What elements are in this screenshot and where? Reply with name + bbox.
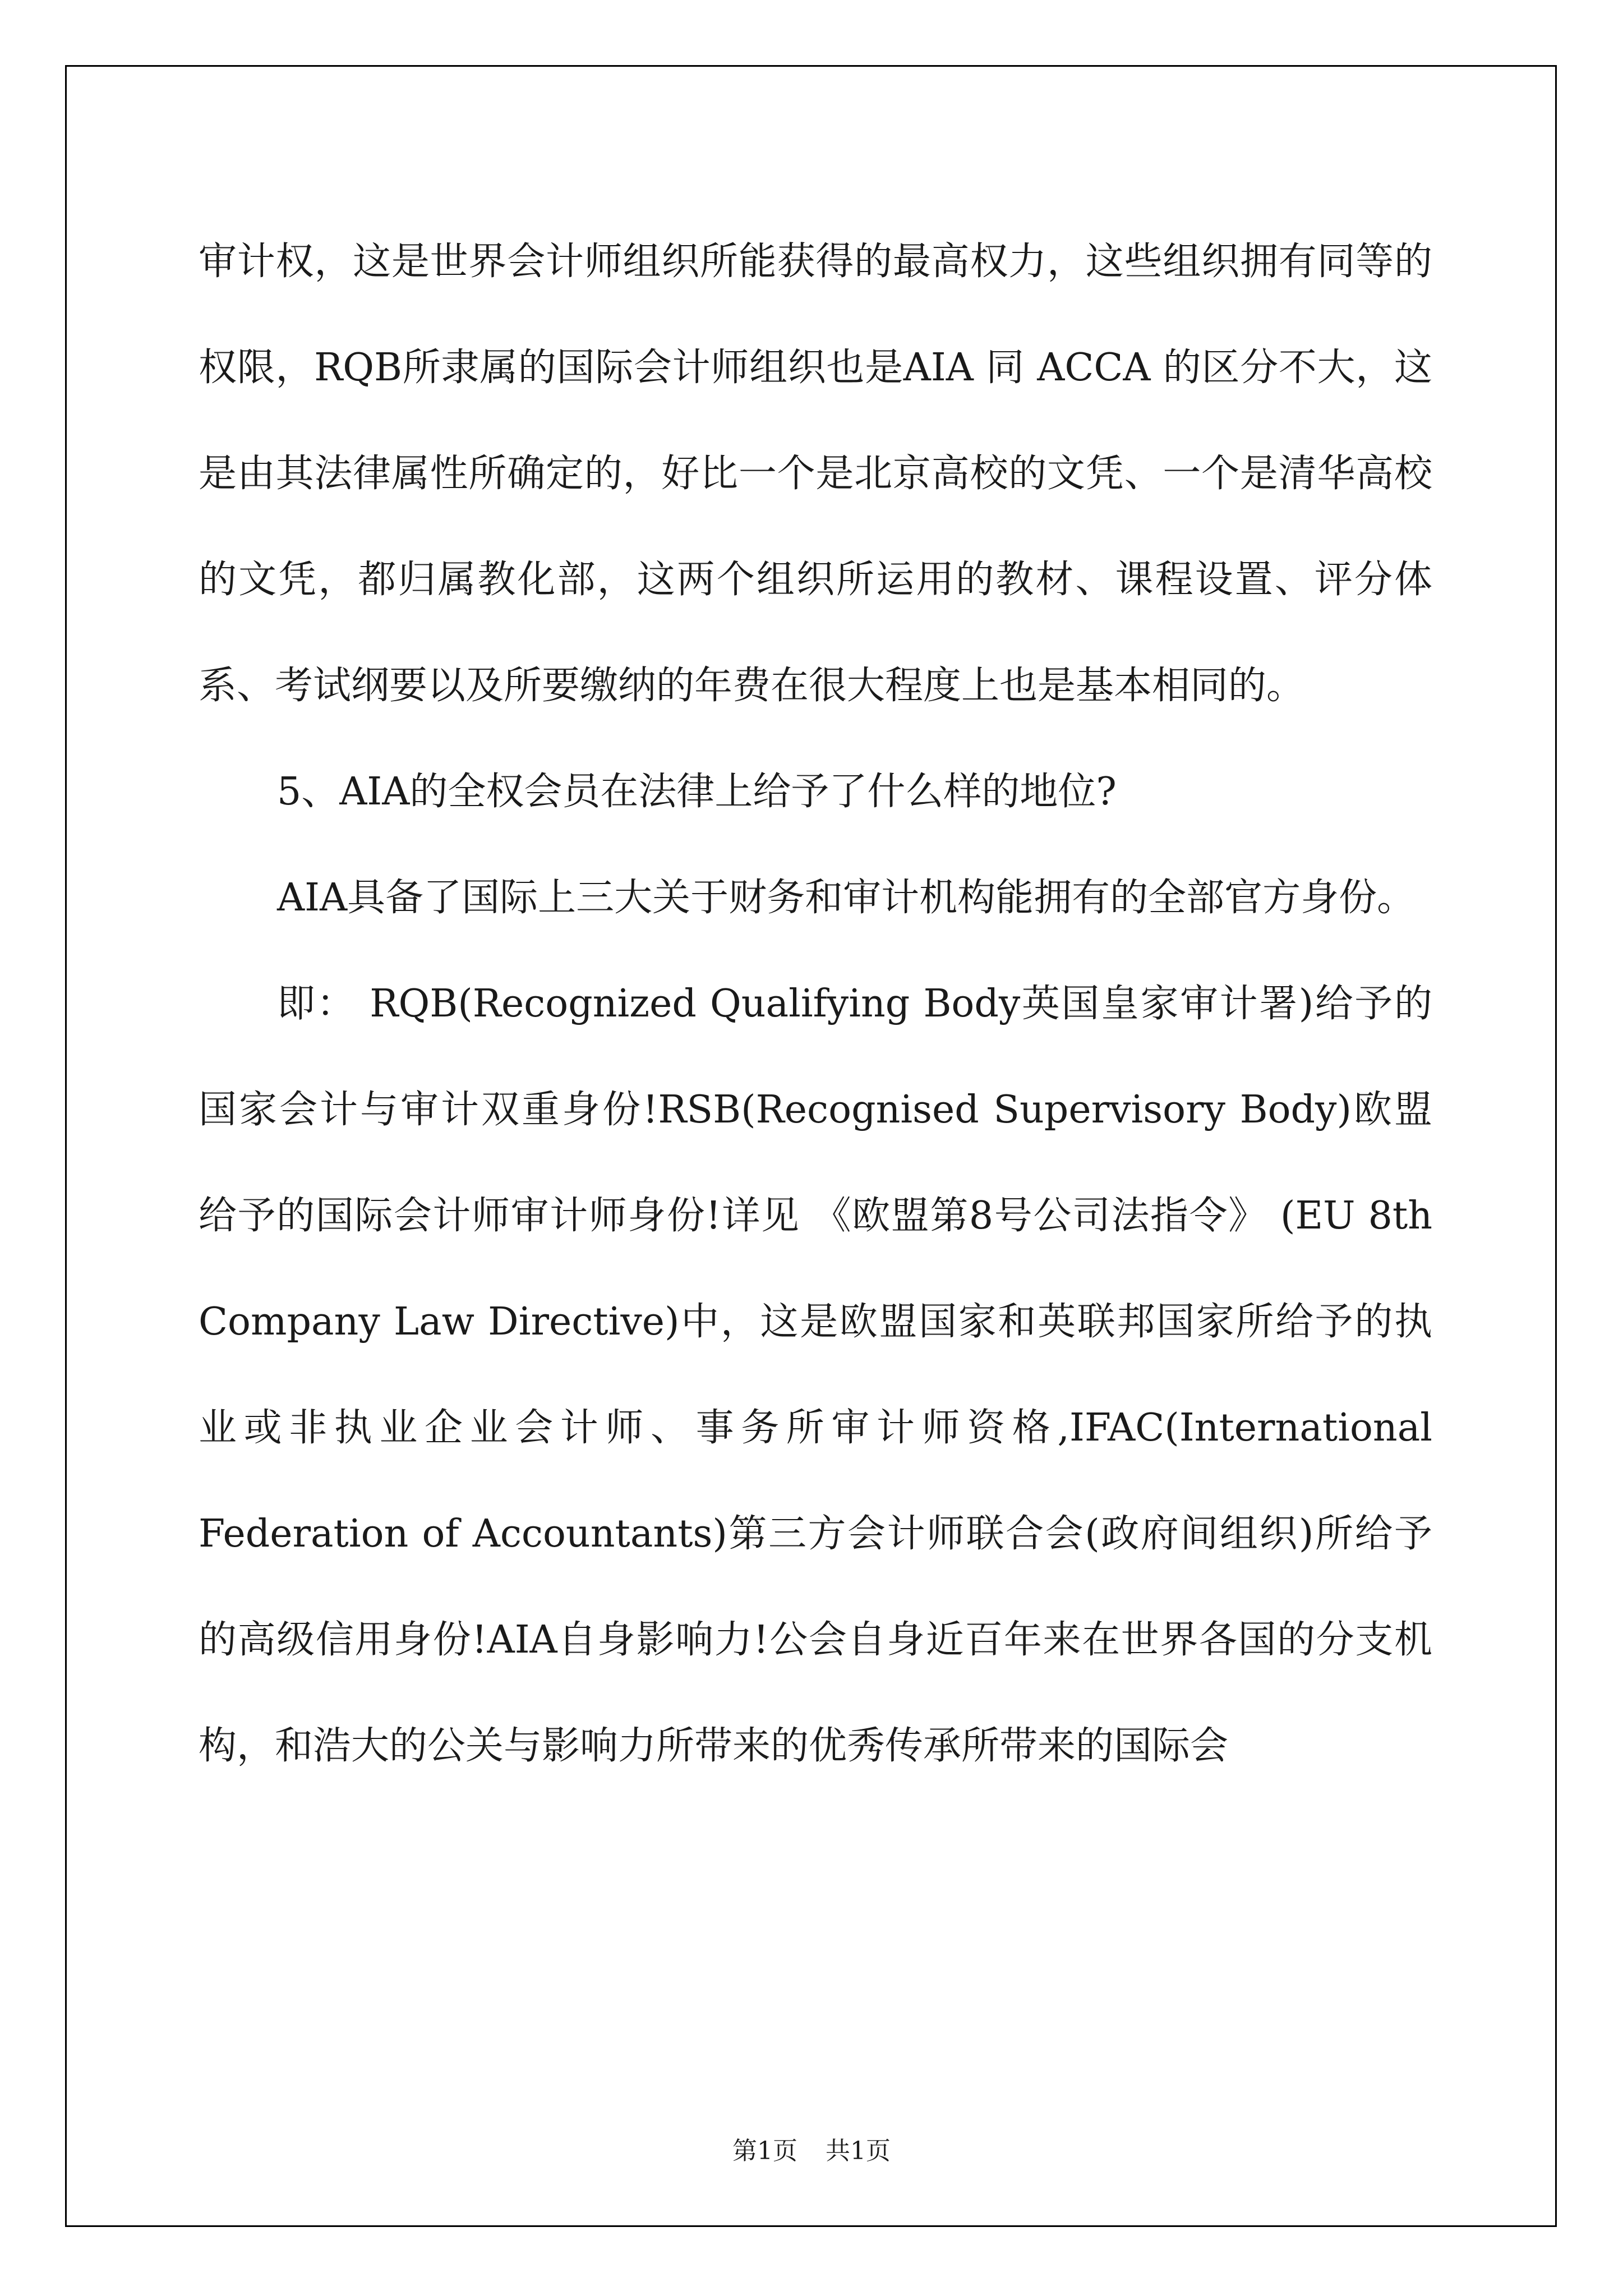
question-heading: 5、AIA的全权会员在法律上给予了什么样的地位? — [277, 770, 1117, 814]
page-total: 共1页 — [826, 2137, 891, 2165]
paragraph-details: 即： RQB(Recognized Qualifying Body英国皇家审计署)给予的国家会计与审计双重身份!RSB(Recognised Supervisory Body)欧盟给予的国际会计师审计师身份!详见 《欧盟第8号公司法指令》 (EU 8th Company Law Directive)中，这是欧盟国家和英联邦国家所给予的执业或非执业企业会计师、事务所审计师资格,IFAC(International Federation of Accountants)第三方会计师联合会(政府间组织)所给予的高级信用身份!AIA自身影响力!公会自身近百年来在世界各国的分支机构，和浩大的公关与影响力所带来的优秀传承所带来的国际会 — [199, 982, 1432, 1768]
page-footer — [0, 2131, 1623, 2166]
paragraph-answer: AIA具备了国际上三大关于财务和审计机构能拥有的全部官方身份。 — [277, 876, 1415, 920]
page-number: 第1页 — [732, 2137, 797, 2165]
paragraph-continuation: 审计权，这是世界会计师组织所能获得的最高权力，这些组织拥有同等的权限，RQB所隶属的国际会计师组织也是AIA 同 ACCA 的区分不大，这是由其法律属性所确定的，好比一个是北京高校的文凭、一个是清华高校的文凭，都归属教化部，这两个组织所运用的教材、课程设置、评分体系、考试纲要以及所要缴纳的年费在很大程度上也是基本相同的。 — [199, 240, 1432, 708]
document-body — [199, 209, 1432, 1799]
